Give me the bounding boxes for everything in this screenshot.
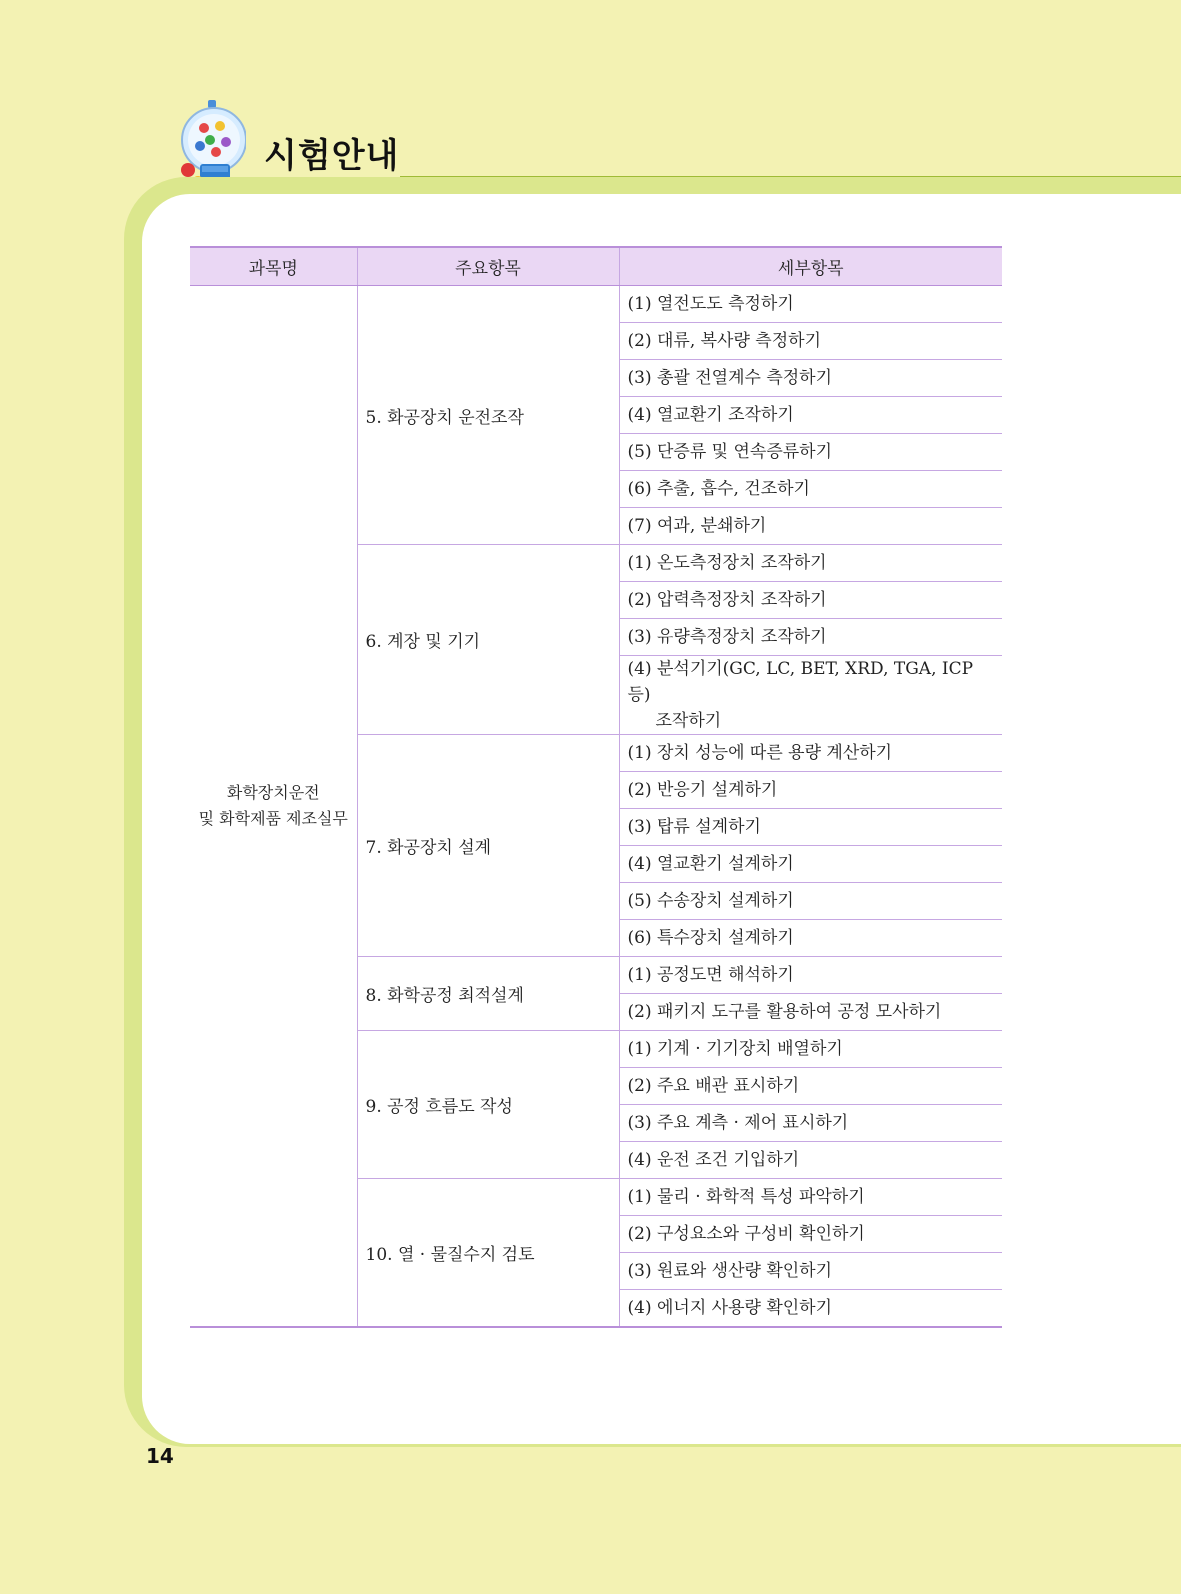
detail-item-line: 조작하기 <box>655 711 722 731</box>
detail-item-cell: (1) 열전도도 측정하기 <box>619 286 1002 323</box>
detail-item-cell: (6) 특수장치 설계하기 <box>619 920 1002 957</box>
page-title: 시험안내 <box>264 136 400 176</box>
detail-item-cell: (1) 온도측정장치 조작하기 <box>619 545 1002 582</box>
detail-item-cell: (3) 총괄 전열계수 측정하기 <box>619 360 1002 397</box>
page-number: 14 <box>146 1444 174 1468</box>
main-item-cell: 9. 공정 흐름도 작성 <box>357 1031 619 1179</box>
detail-item-cell: (7) 여과, 분쇄하기 <box>619 508 1002 545</box>
detail-item-cell: (2) 반응기 설계하기 <box>619 772 1002 809</box>
main-item-cell: 7. 화공장치 설계 <box>357 735 619 957</box>
detail-item-cell: (2) 압력측정장치 조작하기 <box>619 582 1002 619</box>
detail-item-cell: (1) 물리 · 화학적 특성 파악하기 <box>619 1179 1002 1216</box>
header-main-item: 주요항목 <box>357 247 619 286</box>
detail-item-cell: (3) 유량측정장치 조작하기 <box>619 619 1002 656</box>
detail-item-cell: (1) 공정도면 해석하기 <box>619 957 1002 994</box>
detail-item-cell: (2) 패키지 도구를 활용하여 공정 모사하기 <box>619 994 1002 1031</box>
detail-item-cell: (6) 추출, 흡수, 건조하기 <box>619 471 1002 508</box>
detail-item-cell: (4) 운전 조건 기입하기 <box>619 1142 1002 1179</box>
exam-subject-table <box>190 246 1002 1328</box>
detail-item-cell: (3) 주요 계측 · 제어 표시하기 <box>619 1105 1002 1142</box>
detail-item-line: (4) 분석기기(GC, LC, BET, XRD, TGA, ICP 등) <box>627 659 974 705</box>
detail-item-cell: (2) 구성요소와 구성비 확인하기 <box>619 1216 1002 1253</box>
header-detail-item: 세부항목 <box>619 247 1002 286</box>
header-subject: 과목명 <box>190 247 357 286</box>
main-item-cell: 6. 계장 및 기기 <box>357 545 619 735</box>
detail-item-cell: (1) 장치 성능에 따른 용량 계산하기 <box>619 735 1002 772</box>
main-item-cell: 8. 화학공정 최적설계 <box>357 957 619 1031</box>
table-header-row <box>190 247 1002 286</box>
subject-name-line: 화학장치운전 <box>226 783 320 802</box>
detail-item-cell: (5) 수송장치 설계하기 <box>619 883 1002 920</box>
detail-item-cell: (3) 원료와 생산량 확인하기 <box>619 1253 1002 1290</box>
subject-name-line: 및 화학제품 제조실무 <box>198 809 348 828</box>
main-item-cell: 5. 화공장치 운전조작 <box>357 286 619 545</box>
detail-item-cell: (2) 대류, 복사량 측정하기 <box>619 323 1002 360</box>
detail-item-cell: (4) 열교환기 설계하기 <box>619 846 1002 883</box>
detail-item-cell: (5) 단증류 및 연속증류하기 <box>619 434 1002 471</box>
detail-item-cell: (1) 기계 · 기기장치 배열하기 <box>619 1031 1002 1068</box>
detail-item-cell: (4) 열교환기 조작하기 <box>619 397 1002 434</box>
detail-item-cell: (3) 탑류 설계하기 <box>619 809 1002 846</box>
detail-item-cell: (4) 에너지 사용량 확인하기 <box>619 1290 1002 1328</box>
table-row <box>190 286 1002 323</box>
detail-item-cell: (2) 주요 배관 표시하기 <box>619 1068 1002 1105</box>
main-item-cell: 10. 열 · 물질수지 검토 <box>357 1179 619 1328</box>
subject-name-cell <box>190 286 357 1328</box>
detail-item-cell <box>619 656 1002 735</box>
